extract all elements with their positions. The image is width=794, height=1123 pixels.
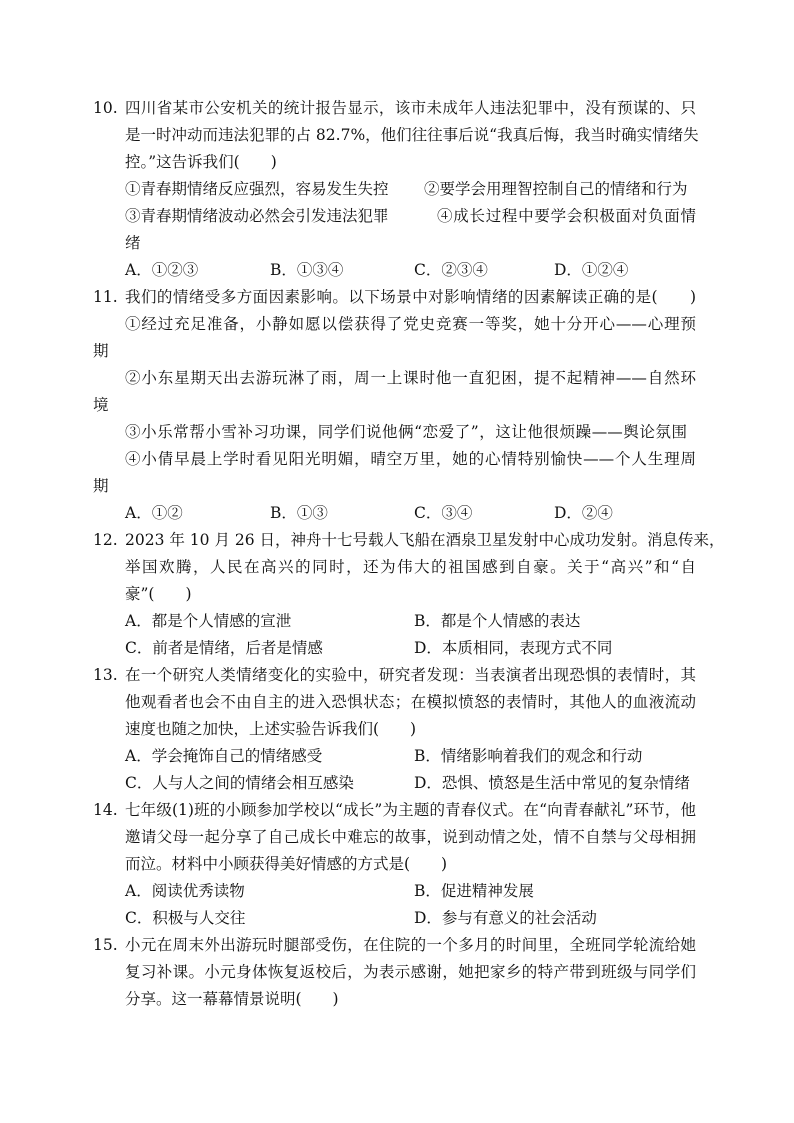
statement-continued: 绪	[125, 234, 141, 252]
option-a[interactable]: A．学会掩饰自己的情绪感受	[125, 747, 323, 765]
option-b[interactable]: B．情绪影响着我们的观念和行动	[414, 747, 643, 765]
question-stem-line: 2023 年 10 月 26 日，神舟十七号载人飞船在酒泉卫星发射中心成功发射。消息传来，	[125, 531, 725, 549]
statement: ③青春期情绪波动必然会引发违法犯罪	[125, 207, 389, 225]
option-d[interactable]: D．②④	[554, 504, 613, 522]
option-a[interactable]: A．①②	[125, 504, 183, 522]
question-number: 12.	[93, 531, 118, 549]
statement: ④小倩早晨上学时看见阳光明媚，晴空万里，她的心情特别愉快——个人生理周	[125, 450, 696, 468]
statement-continued: 境	[93, 396, 109, 414]
question-stem-line: 我们的情绪受多方面因素影响。以下场景中对影响情绪的因素解读正确的是( )	[125, 288, 696, 306]
option-b[interactable]: B．①③	[270, 504, 328, 522]
option-b[interactable]: B．促进精神发展	[414, 882, 534, 900]
option-c[interactable]: C．②③④	[414, 261, 488, 279]
question-number: 13.	[93, 666, 118, 684]
question-number: 10.	[93, 99, 118, 117]
option-c[interactable]: C．③④	[414, 504, 473, 522]
option-d[interactable]: D．恐惧、愤怒是生活中常见的复杂情绪	[414, 774, 690, 792]
question-stem-line: 邀请父母一起分享了自己成长中难忘的故事，说到动情之处，情不自禁与父母相拥	[125, 828, 696, 846]
question-stem-line: 七年级(1)班的小顾参加学校以“成长”为主题的青春仪式。在“向青春献礼”环节，他	[125, 801, 696, 819]
question-stem-line: 分享。这一幕幕情景说明( )	[125, 990, 339, 1008]
option-b[interactable]: B．都是个人情感的表达	[414, 612, 581, 630]
option-a[interactable]: A．阅读优秀读物	[125, 882, 245, 900]
question-stem-line: 速度也随之加快，上述实验告诉我们( )	[125, 720, 417, 738]
option-d[interactable]: D．本质相同，表现方式不同	[414, 639, 613, 657]
option-c[interactable]: C．积极与人交往	[125, 909, 246, 927]
question-stem-line: 小元在周末外出游玩时腿部受伤，在住院的一个多月的时间里，全班同学轮流给她	[125, 936, 696, 954]
question-number: 14.	[93, 801, 118, 819]
option-c[interactable]: C．前者是情绪，后者是情感	[125, 639, 323, 657]
statement: ②小东星期天出去游玩淋了雨，周一上课时他一直犯困，提不起精神——自然环	[125, 369, 696, 387]
question-stem-line: 在一个研究人类情绪变化的实验中，研究者发现：当表演者出现恐惧的表情时，其	[125, 666, 696, 684]
statement: ②要学会用理智控制自己的情绪和行为	[424, 180, 688, 198]
option-a[interactable]: A．都是个人情感的宣泄	[125, 612, 292, 630]
statement: ③小乐常帮小雪补习功课，同学们说他俩“恋爱了”，这让他很烦躁——舆论氛围	[125, 423, 687, 441]
question-number: 15.	[93, 936, 118, 954]
statement-continued: 期	[93, 342, 109, 360]
question-number: 11.	[93, 288, 118, 306]
question-stem-line: 而泣。材料中小顾获得美好情感的方式是( )	[125, 855, 448, 873]
question-stem-line: 四川省某市公安机关的统计报告显示，该市未成年人违法犯罪中，没有预谋的、只	[125, 99, 696, 117]
option-c[interactable]: C．人与人之间的情绪会相互感染	[125, 774, 354, 792]
statement-continued: 期	[93, 477, 109, 495]
statement: ①青春期情绪反应强烈，容易发生失控	[125, 180, 389, 198]
statement: ①经过充足准备，小静如愿以偿获得了党史竞赛一等奖，她十分开心——心理预	[125, 315, 696, 333]
question-stem-line: 豪”( )	[125, 585, 192, 603]
question-stem-line: 控。”这告诉我们( )	[125, 153, 277, 171]
option-b[interactable]: B．①③④	[270, 261, 344, 279]
option-d[interactable]: D．参与有意义的社会活动	[414, 909, 597, 927]
question-stem-line: 他观看者也会不由自主的进入恐惧状态；在模拟愤怒的表情时，其他人的血液流动	[125, 693, 696, 711]
question-stem-line: 是一时冲动而违法犯罪的占 82.7%，他们往往事后说“我真后悔，我当时确实情绪失	[125, 126, 699, 144]
option-d[interactable]: D．①②④	[554, 261, 629, 279]
question-stem-line: 举国欢腾，人民在高兴的同时，还为伟大的祖国感到自豪。关于“高兴”和“自	[125, 558, 696, 576]
option-a[interactable]: A．①②③	[125, 261, 199, 279]
question-stem-line: 复习补课。小元身体恢复返校后，为表示感谢，她把家乡的特产带到班级与同学们	[125, 963, 696, 981]
statement: ④成长过程中要学会积极面对负面情	[437, 207, 696, 225]
